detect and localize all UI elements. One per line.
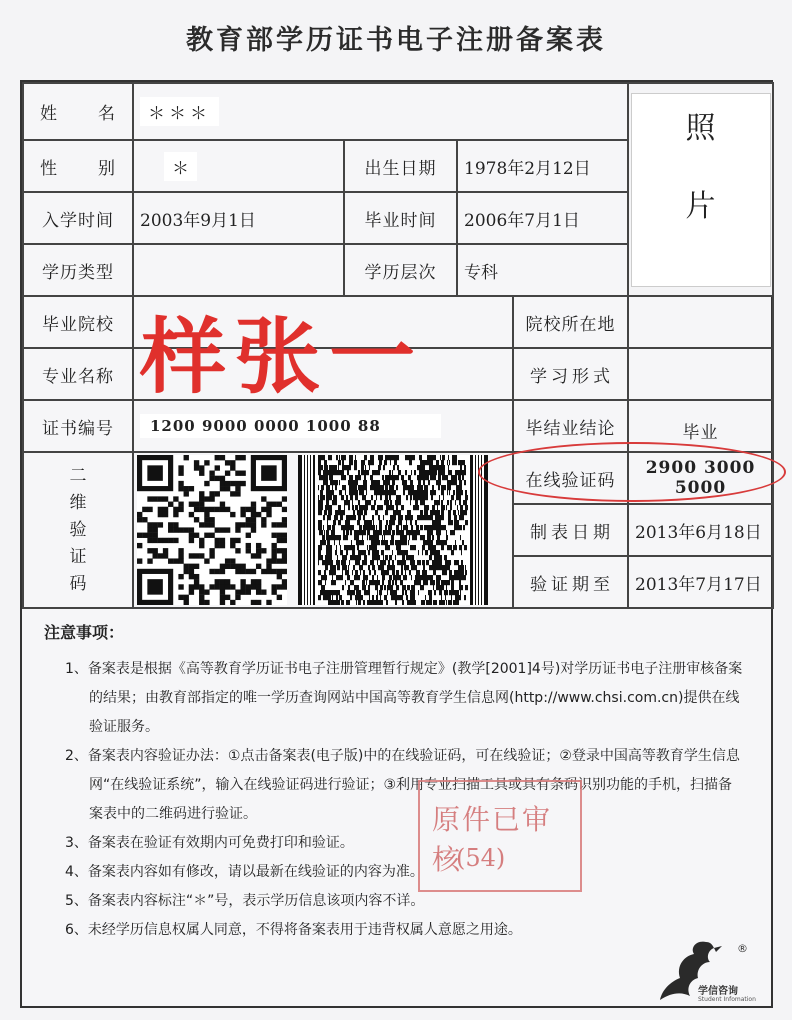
photo-text-2: 片 xyxy=(685,188,716,224)
logo-subtext: Student Infomation xyxy=(698,996,756,1003)
enroll-label: 入学时间 xyxy=(23,192,133,244)
edu-type-value xyxy=(133,244,344,296)
edu-type-label: 学历类型 xyxy=(23,244,133,296)
edu-level-label: 学历层次 xyxy=(344,244,457,296)
note-item: 4、备案表内容如有修改，请以最新在线验证的内容为准。 xyxy=(65,864,424,880)
online-code-label: 在线验证码 xyxy=(513,452,628,504)
grad-time-value: 2006年7月1日 xyxy=(457,192,628,244)
note-item: 5、备案表内容标注“＊”号，表示学历信息该项内容不详。 xyxy=(65,893,425,909)
stamp-number: (54) xyxy=(456,844,506,872)
photo-cell xyxy=(628,83,773,296)
online-code-value[interactable]: 2900 3000 5000 xyxy=(628,452,773,504)
birth-value: 1978年2月12日 xyxy=(457,140,628,192)
gender-value: ＊ xyxy=(164,152,197,181)
sample-watermark: 样张一 xyxy=(140,309,424,405)
note-item: 6、未经学历信息权属人同意，不得将备案表用于违背权属人意愿之用途。 xyxy=(65,922,522,938)
photo-text-1: 照 xyxy=(685,110,716,146)
school-location-label: 院校所在地 xyxy=(513,296,628,348)
made-date-label: 制表日期 xyxy=(513,504,628,556)
study-form-value xyxy=(628,348,773,400)
cert-no-value: 1200 9000 0000 1000 88 xyxy=(140,414,441,438)
highlight-ellipse xyxy=(478,442,786,502)
photo-placeholder xyxy=(631,93,771,287)
made-date-value: 2013年6月18日 xyxy=(628,504,773,556)
study-form-label: 学习形式 xyxy=(513,348,628,400)
note-item: 1、备案表是根据《高等教育学历证书电子注册管理暂行规定》(教学[2001]4号)对学历证书电子注册审核备案的结果；由教育部指定的唯一学历查询网站中国高等教育学生信息网(http://www.chsi.com.cn)提供在线验证服务。 xyxy=(65,661,743,735)
major-label: 专业名称 xyxy=(23,348,133,400)
gender-label: 性 别 xyxy=(23,140,133,192)
gender-cell xyxy=(133,140,344,192)
enroll-value: 2003年9月1日 xyxy=(133,192,344,244)
qr-label-char: 二 xyxy=(69,465,87,486)
registered-mark: ® xyxy=(737,942,748,955)
school-label: 毕业院校 xyxy=(23,296,133,348)
review-stamp xyxy=(418,780,582,892)
qr-label-char: 码 xyxy=(69,573,87,594)
conclusion-value: 毕业 xyxy=(628,400,773,452)
edu-level-value: 专科 xyxy=(457,244,628,296)
birth-label: 出生日期 xyxy=(344,140,457,192)
qr-label-char: 验 xyxy=(69,519,87,540)
valid-until-value: 2013年7月17日 xyxy=(628,556,773,608)
name-cell xyxy=(133,83,628,140)
note-item: 3、备案表在验证有效期内可免费打印和验证。 xyxy=(65,835,354,851)
cert-no-label: 证书编号 xyxy=(23,400,133,452)
qr-label-char: 维 xyxy=(69,492,87,513)
valid-until-label: 验证期至 xyxy=(513,556,628,608)
pdf417-barcode[interactable] xyxy=(298,455,488,605)
name-value: ＊＊＊ xyxy=(140,97,219,126)
notes-title: 注意事项： xyxy=(44,623,125,642)
qr-label-char: 证 xyxy=(69,546,87,567)
note-item: 2、备案表内容验证办法：①点击备案表(电子版)中的在线验证码，可在线验证；②登录中国高等教育学生信息网“在线验证系统”，输入在线验证码进行验证；③利用专业扫描工具或具有条码识别功能的手机，扫描备案表中的二维码进行验证。 xyxy=(65,748,740,822)
stamp-text: 原件已审核 xyxy=(432,803,553,876)
conclusion-label: 毕结业结论 xyxy=(513,400,628,452)
name-label: 姓 名 xyxy=(23,83,133,140)
notes-section xyxy=(44,620,744,945)
qr-code[interactable] xyxy=(137,455,287,605)
school-location-value xyxy=(628,296,773,348)
form-title: 教育部学历证书电子注册备案表 xyxy=(186,25,606,56)
qr-label xyxy=(23,452,133,608)
logo-text: 学信咨询 xyxy=(698,986,738,997)
grad-time-label: 毕业时间 xyxy=(344,192,457,244)
